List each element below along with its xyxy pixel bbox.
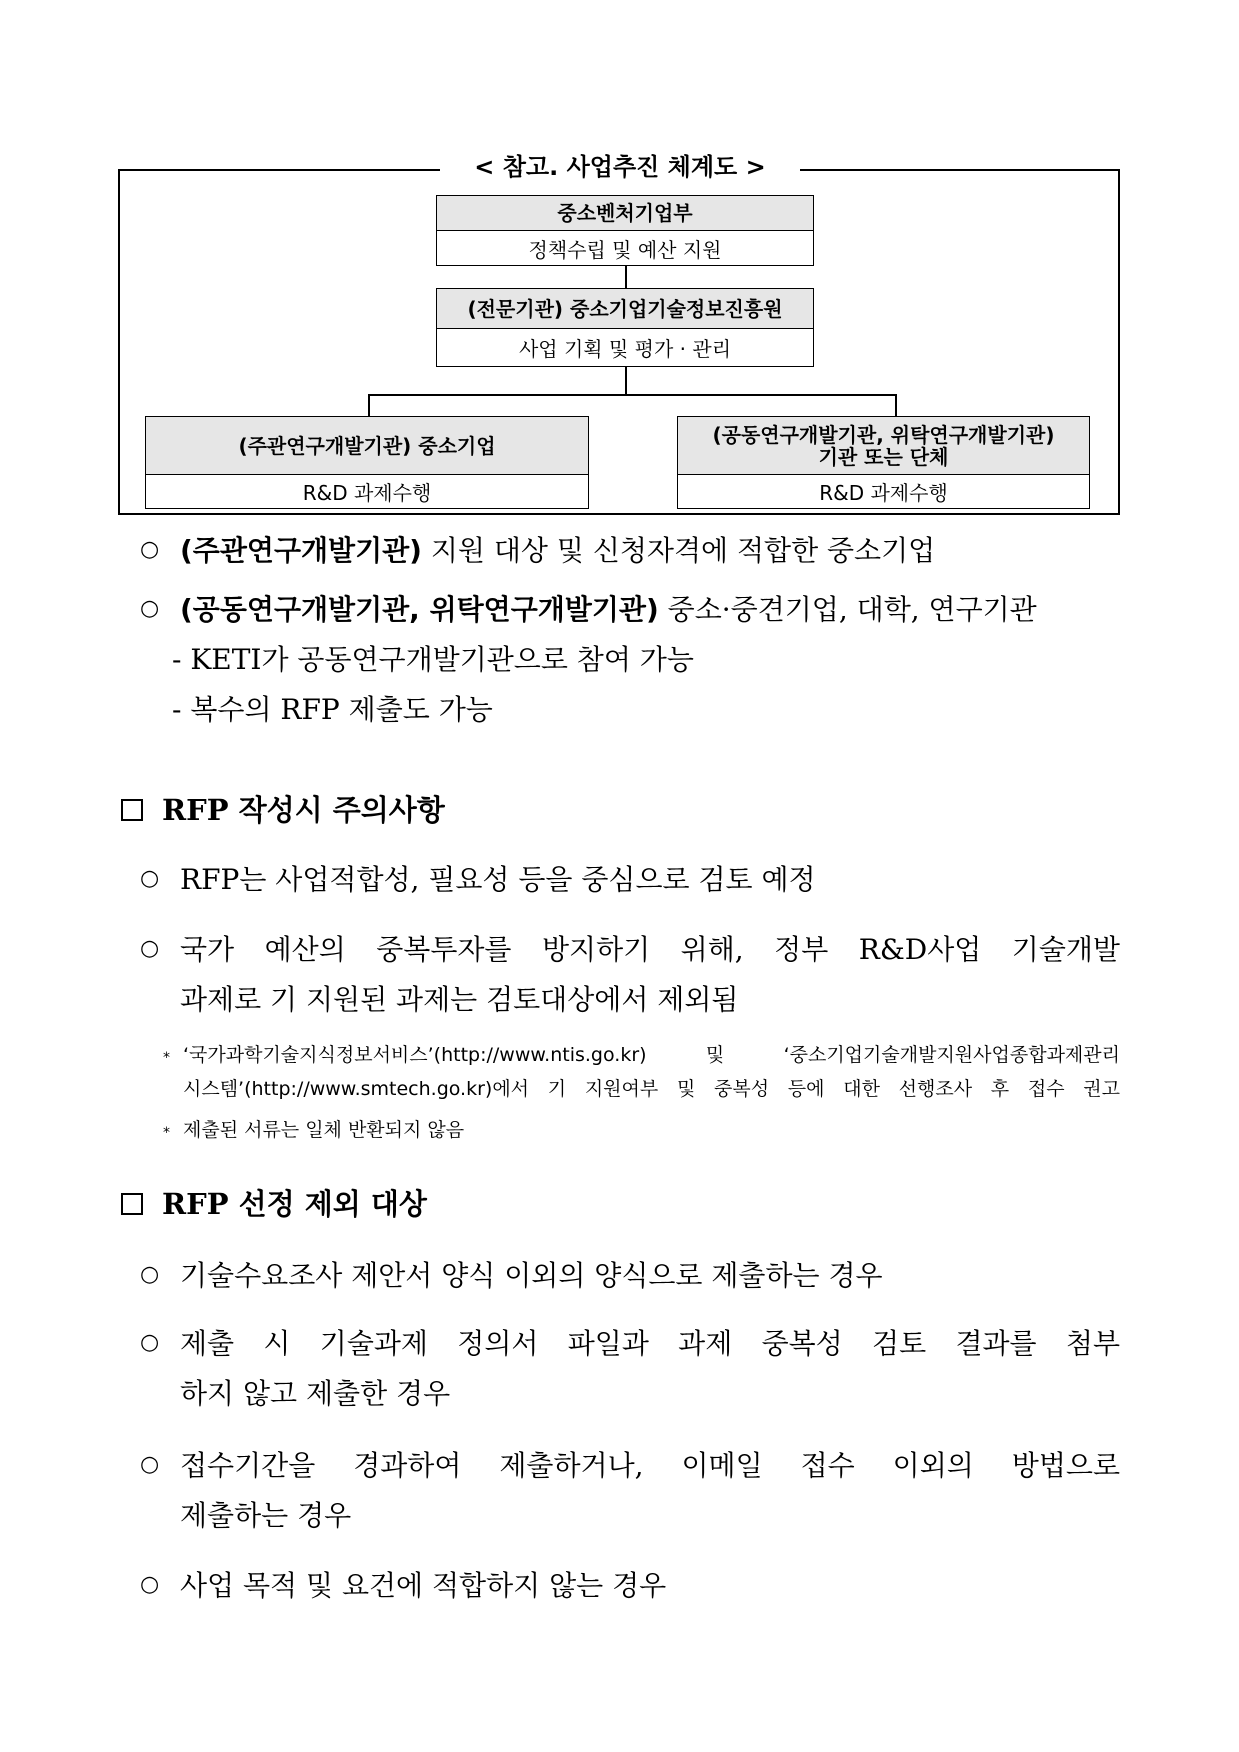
bullet-icon: ○	[140, 1572, 160, 1597]
connector-ministry-agency	[625, 266, 627, 288]
eligibility-sub-keti: - KETI가 공동연구개발기관으로 참여 가능	[172, 643, 694, 676]
bullet-icon: ○	[140, 596, 160, 621]
agency-name: (전문기관) 중소기업기술정보진흥원	[437, 289, 813, 329]
note-star: *	[163, 1050, 170, 1066]
section-exclusion-title: RFP 선정 제외 대상	[162, 1187, 427, 1221]
caution-note-search-line1: ‘국가과학기술지식정보서비스’(http://www.ntis.go.kr) 및 ‘중소기업기술개발지원사업종합과제관리	[183, 1044, 1120, 1066]
bullet-icon: ○	[140, 1452, 160, 1477]
partner-org-name	[678, 417, 1089, 475]
bullet-icon: ○	[140, 936, 160, 961]
exclusion-item-attachment-line2: 하지 않고 제출한 경우	[180, 1377, 451, 1410]
caution-item-duplicate-line1: 국가 예산의 중복투자를 방지하기 위해, 정부 R&D사업 기술개발	[180, 933, 1120, 966]
lead-org-box	[145, 416, 589, 509]
exclusion-item-attachment-line1: 제출 시 기술과제 정의서 파일과 과제 중복성 검토 결과를 첨부	[180, 1327, 1120, 1360]
exclusion-item-purpose: 사업 목적 및 요건에 적합하지 않는 경우	[180, 1569, 667, 1602]
bullet-icon: ○	[140, 537, 160, 562]
ministry-box	[436, 195, 814, 266]
exclusion-item-deadline-line2: 제출하는 경우	[180, 1499, 352, 1532]
partner-org-name-line1: (공동연구개발기관, 위탁연구개발기관)	[712, 422, 1055, 447]
bullet-icon: ○	[140, 1262, 160, 1287]
caution-note-no-return: 제출된 서류는 일체 반환되지 않음	[183, 1119, 465, 1141]
exclusion-item-format: 기술수요조사 제안서 양식 이외의 양식으로 제출하는 경우	[180, 1259, 883, 1292]
caution-item-duplicate-line2: 과제로 기 지원된 과제는 검토대상에서 제외됨	[180, 983, 739, 1016]
partner-org-role: R&D 과제수행	[819, 481, 948, 505]
org-chart-title: < 참고. 사업추진 체계도 >	[440, 152, 800, 182]
eligibility-item-partner-text: 중소·중견기업, 대학, 연구기관	[658, 593, 1037, 626]
eligibility-item-lead-text: 지원 대상 및 신청자격에 적합한 중소기업	[421, 534, 936, 567]
lead-org-role: R&D 과제수행	[302, 481, 432, 505]
section-caution-title: RFP 작성시 주의사항	[162, 793, 445, 827]
eligibility-item-partner-label: (공동연구개발기관, 위탁연구개발기관)	[180, 593, 659, 626]
connector-horizontal	[368, 394, 896, 396]
lead-org-name: (주관연구개발기관) 중소기업	[146, 417, 588, 475]
bullet-icon: ○	[140, 866, 160, 891]
ministry-role: 정책수립 및 예산 지원	[528, 237, 722, 262]
caution-item-review: RFP는 사업적합성, 필요성 등을 중심으로 검토 예정	[180, 863, 816, 896]
eligibility-item-lead	[180, 533, 935, 569]
note-star: *	[163, 1125, 170, 1141]
exclusion-item-deadline-line1: 접수기간을 경과하여 제출하거나, 이메일 접수 이외의 방법으로	[180, 1449, 1120, 1482]
ministry-name: 중소벤처기업부	[437, 196, 813, 231]
partner-org-name-line2: 기관 또는 단체	[818, 444, 949, 469]
section-checkbox-icon	[121, 799, 143, 821]
eligibility-item-partner	[180, 592, 1037, 628]
agency-role: 사업 기획 및 평가 · 관리	[518, 337, 732, 361]
partner-org-box	[677, 416, 1090, 509]
connector-left-down	[368, 394, 370, 416]
section-checkbox-icon	[121, 1193, 143, 1215]
caution-note-search-line2: 시스템’(http://www.smtech.go.kr)에서 기 지원여부 및 중복성 등에 대한 선행조사 후 접수 권고	[183, 1078, 1120, 1100]
eligibility-item-lead-label: (주관연구개발기관)	[180, 534, 422, 567]
eligibility-sub-multiple: - 복수의 RFP 제출도 가능	[172, 693, 493, 726]
agency-box	[436, 288, 814, 367]
connector-right-down	[895, 394, 897, 416]
connector-agency-down	[625, 367, 627, 395]
bullet-icon: ○	[140, 1330, 160, 1355]
